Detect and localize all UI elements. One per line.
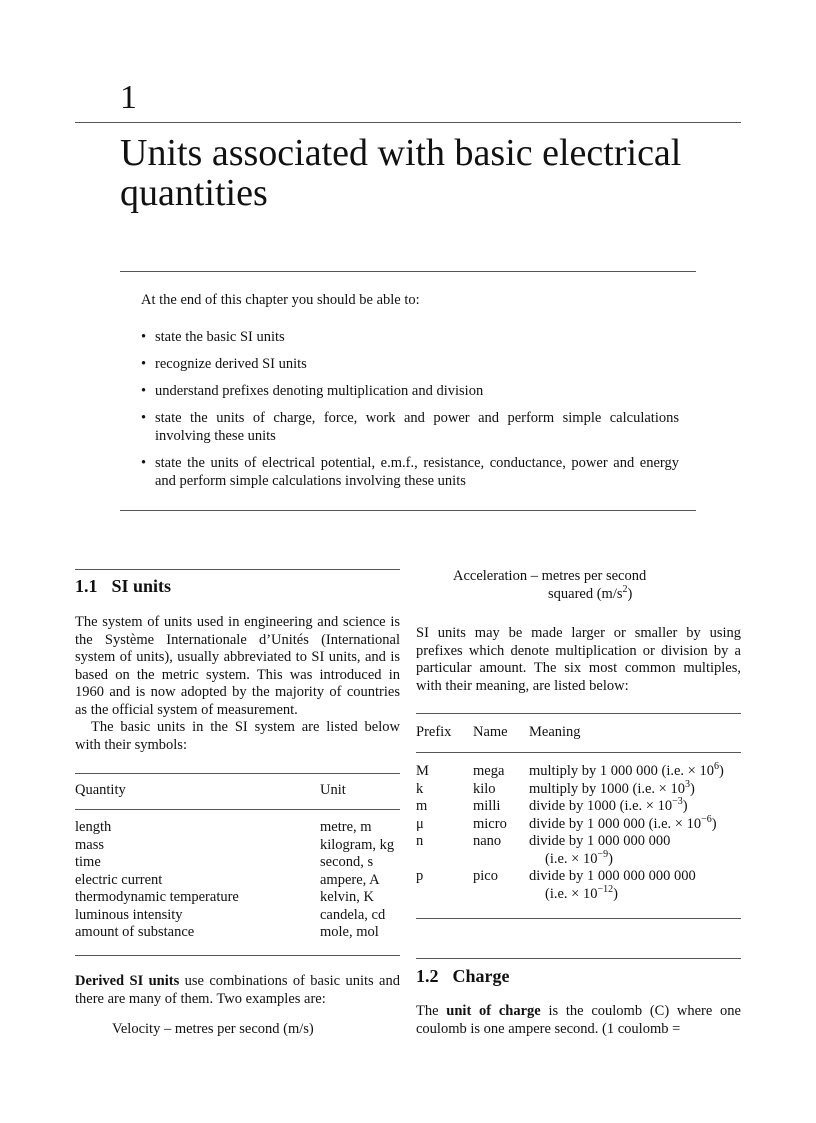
base-units-header bbox=[75, 782, 400, 800]
si-intro-paragraph: The system of units used in engineering and science is the Système Internationale d’Unités (International system of units), usually abbreviated to SI units, and is based on the metric system. This was introduced in 1960 and is now adopted by the majority of countries as the official system of measurement. The basic units in the SI system are listed below with their symbols: bbox=[75, 614, 400, 753]
bullet-icon: • bbox=[141, 410, 147, 426]
chapter-title: Units associated with basic electrical quantities bbox=[120, 132, 682, 214]
charge-paragraph: The unit of charge is the coulomb (C) where one coulomb is one ampere second. (1 coulomb = bbox=[416, 1003, 741, 1037]
prefix-paragraph: SI units may be made larger or smaller by using prefixes which denote multiplication or division by a particular amount. The six most common multiples, with their meaning, are listed below: bbox=[416, 625, 741, 694]
prefix-table-top-rule bbox=[416, 713, 741, 714]
table-row: thermodynamic temperature kelvin, K bbox=[75, 889, 374, 905]
bullet-icon: • bbox=[141, 383, 147, 399]
column-header-prefix: Prefix bbox=[416, 724, 452, 740]
objective-item: • state the units of electrical potential, e.m.f., resistance, conductance, power and energy and perform simple calculations involving these units bbox=[141, 455, 679, 489]
objective-item: • understand prefixes denoting multiplication and division bbox=[141, 383, 484, 399]
table-header-rule bbox=[75, 809, 400, 810]
section-heading-1-2: 1.2 Charge bbox=[416, 966, 510, 986]
column-header-name: Name bbox=[473, 724, 508, 740]
objectives-top-rule bbox=[120, 271, 696, 272]
objective-item: • state the units of charge, force, work and power and perform simple calculations involving these units bbox=[141, 410, 679, 444]
objectives-intro: At the end of this chapter you should be able to: bbox=[141, 292, 420, 308]
section-rule bbox=[416, 958, 741, 959]
table-row: m milli divide by 1000 (i.e. × $10^{-3}$) bbox=[416, 796, 688, 814]
bullet-icon: • bbox=[141, 455, 147, 471]
prefix-table-header-rule bbox=[416, 752, 741, 753]
section-heading-1-1: 1.1 SI units bbox=[75, 576, 172, 596]
objective-item: • recognize derived SI units bbox=[141, 356, 307, 372]
derived-units-paragraph: Derived SI units use combinations of basic units and there are many of them. Two examples are: bbox=[75, 973, 400, 1007]
table-row: luminous intensity candela, cd bbox=[75, 906, 386, 923]
table-row: M mega multiply by 1 000 000 (i.e. × $10^6$) bbox=[416, 761, 724, 779]
table-row: n nano divide by 1 000 000 000 (i.e. × $10^{-9}$) bbox=[416, 833, 671, 867]
column-header-meaning: Meaning bbox=[529, 724, 581, 740]
column-header-unit: Unit bbox=[320, 782, 346, 798]
base-units-table bbox=[75, 819, 400, 942]
chapter-rule bbox=[75, 122, 741, 123]
acceleration-example: Acceleration – metres per second squared $(m/s^2)$ bbox=[453, 568, 647, 602]
table-row: mass kilogram, kg bbox=[75, 836, 395, 853]
column-header-quantity: Quantity bbox=[75, 782, 126, 798]
table-row: length metre, m bbox=[75, 819, 372, 835]
table-row: k kilo multiply by 1000 (i.e. × $10^3$) bbox=[416, 778, 695, 797]
chapter-number: 1 bbox=[120, 79, 137, 116]
table-row: time second, s bbox=[75, 854, 374, 870]
objective-item: • state the basic SI units bbox=[141, 329, 285, 345]
prefix-table-bottom-rule bbox=[416, 918, 741, 919]
velocity-example: Velocity – metres per second (m/s) bbox=[112, 1021, 314, 1037]
objectives-list bbox=[141, 328, 679, 499]
table-row: μ micro divide by 1 000 000 (i.e. × $10^{-6}$) bbox=[416, 813, 717, 832]
table-bottom-rule bbox=[75, 955, 400, 956]
bullet-icon: • bbox=[141, 329, 147, 345]
table-row: electric current ampere, A bbox=[75, 871, 380, 888]
prefix-table-header bbox=[416, 724, 741, 742]
section-rule bbox=[75, 569, 400, 570]
prefix-table bbox=[416, 763, 746, 903]
table-top-rule bbox=[75, 773, 400, 774]
objectives-bottom-rule bbox=[120, 510, 696, 511]
table-row: p pico divide by 1 000 000 000 000 (i.e. × $10^{-12}$) bbox=[416, 868, 696, 902]
bullet-icon: • bbox=[141, 356, 147, 372]
table-row: amount of substance mole, mol bbox=[75, 924, 379, 940]
